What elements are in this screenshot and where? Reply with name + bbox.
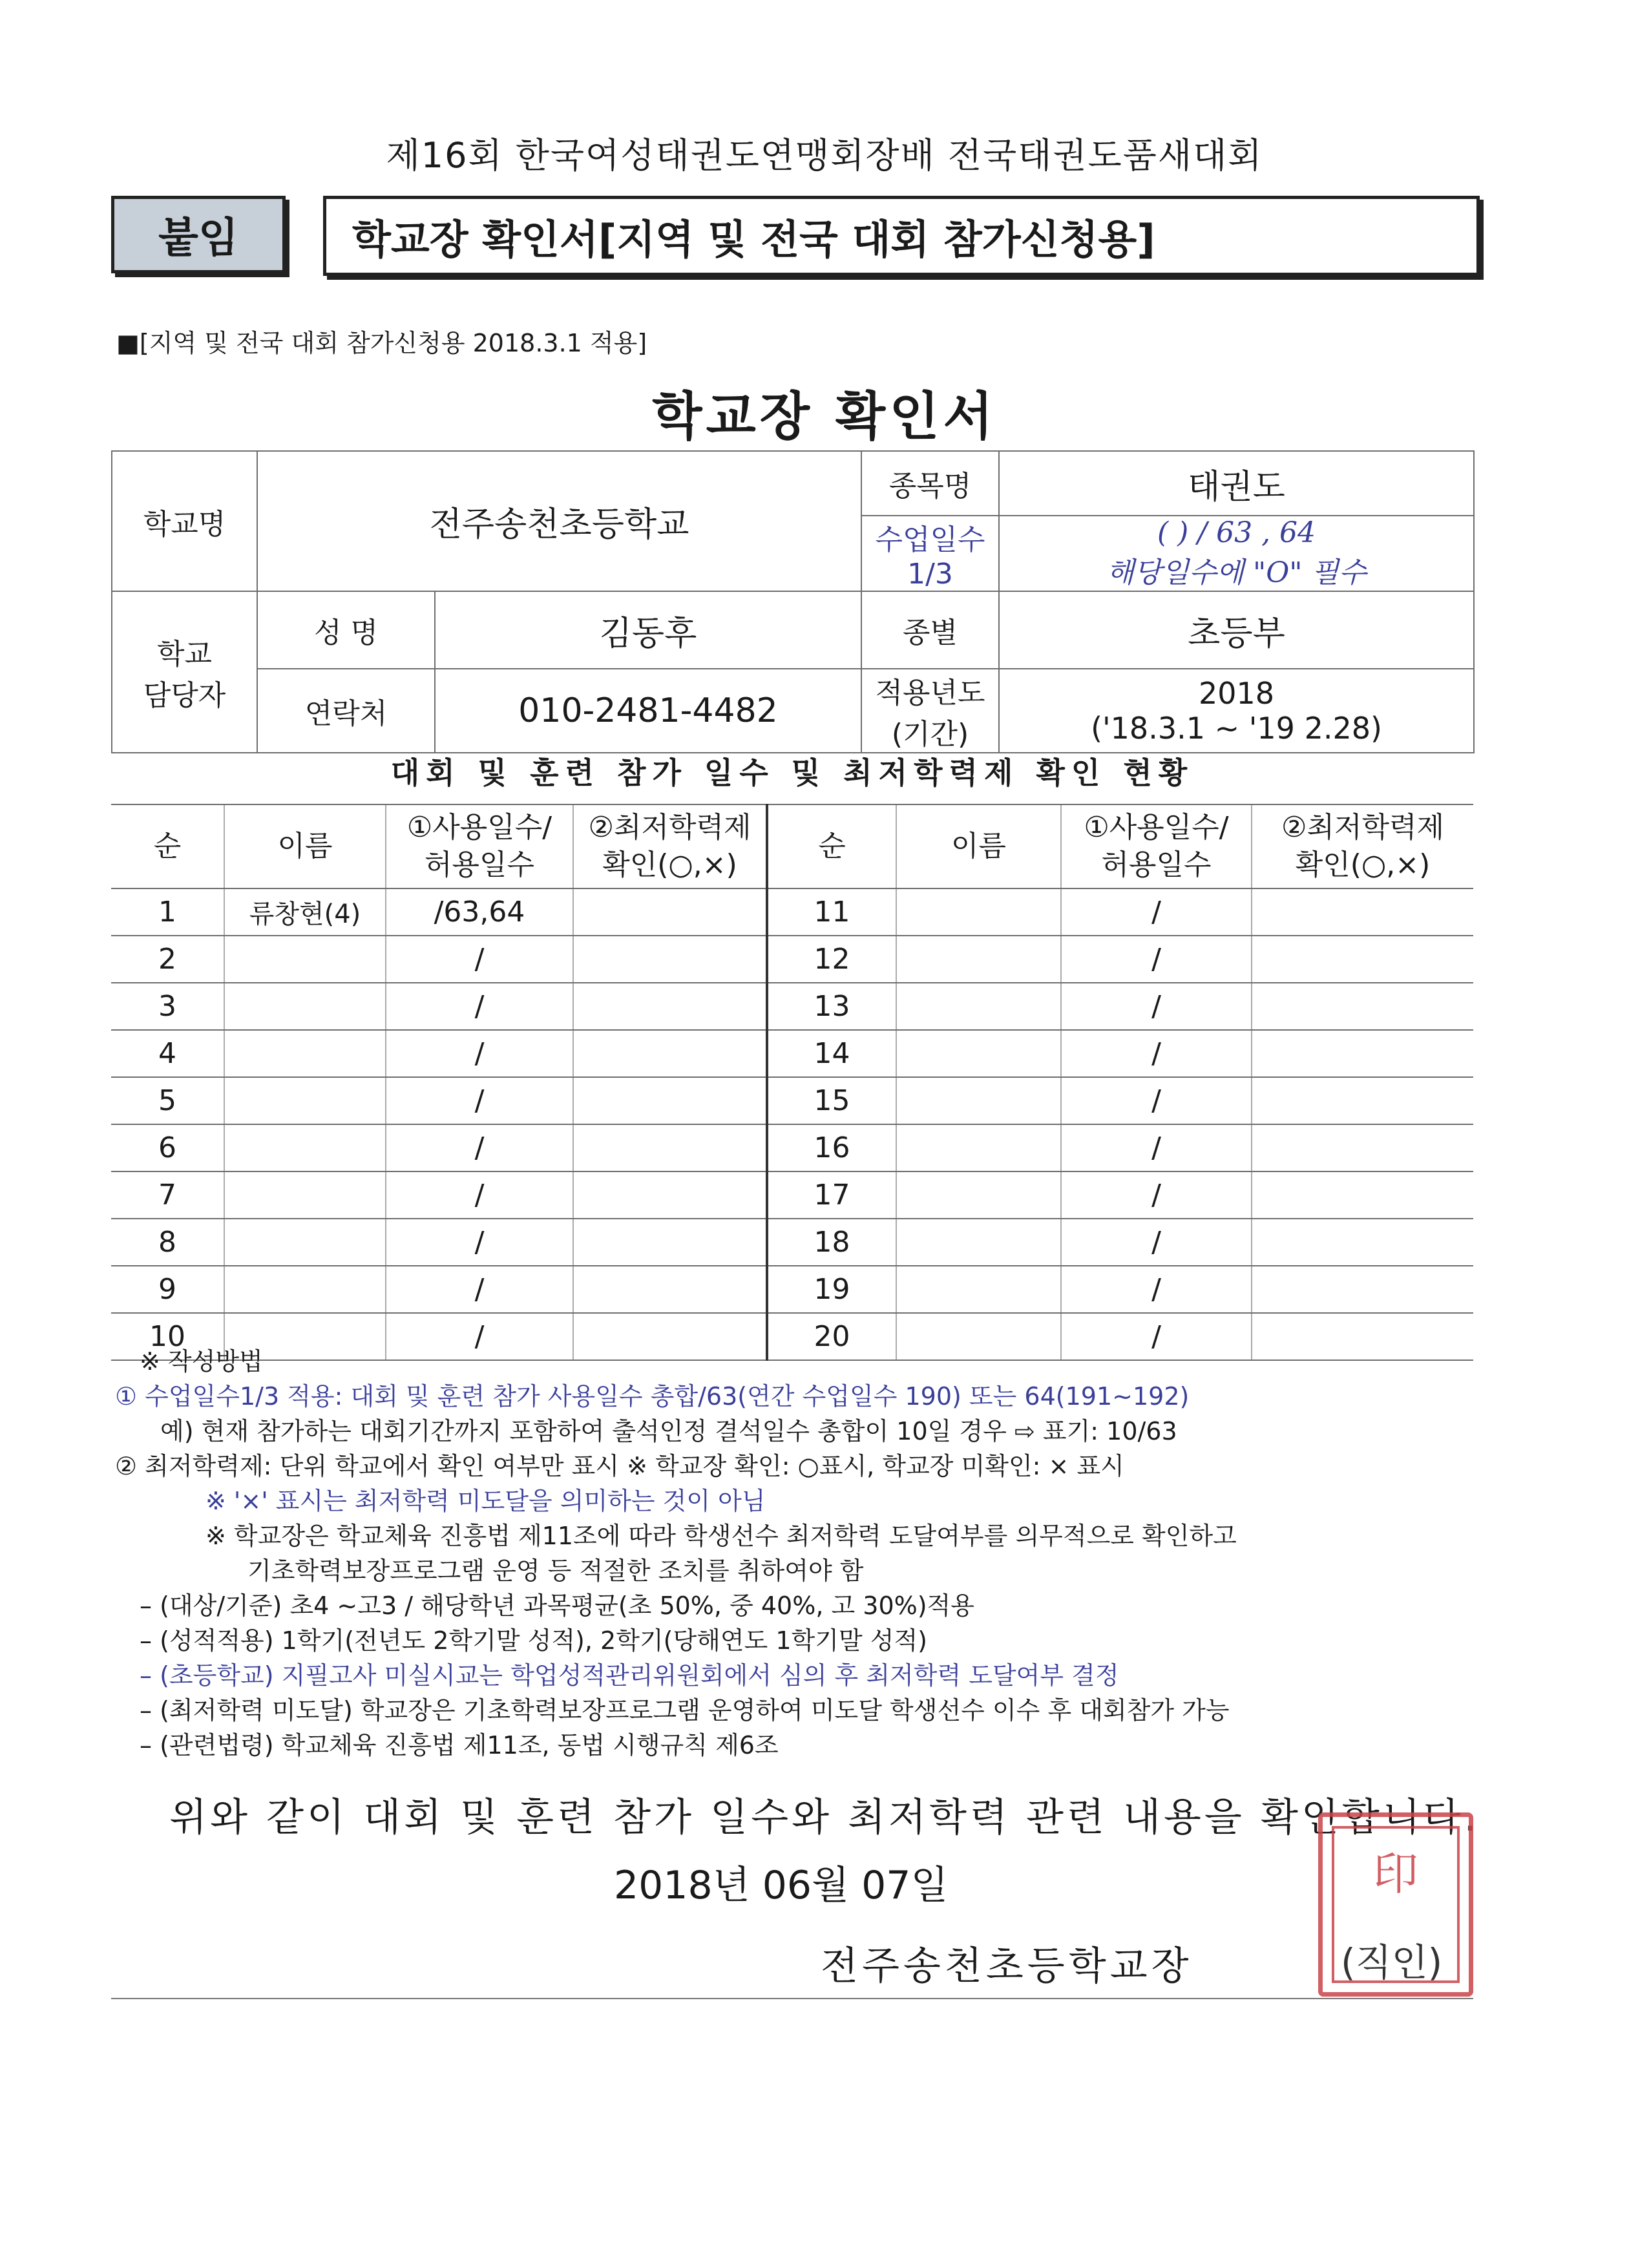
- seal-glyph-icon: 印: [1373, 1847, 1418, 1900]
- row-no: 20: [767, 1313, 896, 1360]
- notes-heading: ※ 작성방법: [140, 1347, 263, 1376]
- category-label: 종별: [861, 591, 999, 669]
- col-check: [573, 804, 767, 888]
- row-no: 19: [767, 1266, 896, 1313]
- row-days: /: [1061, 983, 1252, 1030]
- col-days: [386, 804, 573, 888]
- row-no: 2: [111, 936, 224, 983]
- row-days: /: [386, 936, 573, 983]
- row-name: [896, 1266, 1061, 1313]
- row-days: /: [1061, 1077, 1252, 1124]
- row-check: [573, 1124, 767, 1171]
- row-name: [896, 1219, 1061, 1266]
- staff-name: 김동후: [435, 591, 861, 669]
- sport-label: 종목명: [861, 451, 999, 516]
- row-name: [224, 983, 386, 1030]
- row-name: [224, 1124, 386, 1171]
- row-check: [1252, 1171, 1473, 1219]
- row-name: [896, 1124, 1061, 1171]
- row-days: /: [386, 1313, 573, 1360]
- document-title: 학교장 확인서[지역 및 전국 대회 참가신청용]: [323, 196, 1480, 276]
- year: 2018: [1198, 676, 1275, 711]
- row-no: 1: [111, 888, 224, 936]
- sport-value: 태권도: [999, 451, 1474, 516]
- row-name: [224, 1030, 386, 1077]
- row-check: [1252, 1124, 1473, 1171]
- row-check: [1252, 1077, 1473, 1124]
- row-name: [896, 936, 1061, 983]
- row-check: [573, 1077, 767, 1124]
- applied-note: ■[지역 및 전국 대회 참가신청용 2018.3.1 적용]: [116, 329, 647, 357]
- row-no: 11: [767, 888, 896, 936]
- col-check-2: [1252, 804, 1473, 888]
- principal-signature: 전주송천초등학교장: [821, 1944, 1193, 1989]
- note-3: ※ '×' 표시는 최저학력 미도달을 의미하는 것이 아님: [205, 1487, 766, 1515]
- col-days-line1: ①사용일수/: [406, 811, 552, 844]
- row-days: /: [386, 1219, 573, 1266]
- row-name: [224, 936, 386, 983]
- staff-label-line1: 학교: [156, 638, 212, 671]
- table-row: [111, 936, 1473, 983]
- school-label: 학교명: [112, 451, 257, 591]
- col-name: 이름: [224, 804, 386, 888]
- row-days: /: [1061, 1313, 1252, 1360]
- detail-4: – (최저학력 미도달) 학교장은 기초학력보장프로그램 운영하여 미도달 학생선수 이수 후 대회참가 가능: [140, 1696, 1230, 1725]
- row-check: [573, 1266, 767, 1313]
- row-name: [896, 1030, 1061, 1077]
- status-title: 대회 및 훈련 참가 일수 및 최저학력제 확인 현황: [390, 755, 1194, 790]
- col-no-2: 순: [767, 804, 896, 888]
- row-no: 15: [767, 1077, 896, 1124]
- bottom-divider: [111, 1998, 1473, 1999]
- col-no: 순: [111, 804, 224, 888]
- period: ('18.3.1 ~ '19 2.28): [1091, 711, 1382, 746]
- class-days-label-line1: 수업일수: [875, 523, 985, 556]
- row-no: 16: [767, 1124, 896, 1171]
- row-days: /: [386, 1171, 573, 1219]
- row-check: [573, 1171, 767, 1219]
- contact-value: 010-2481-4482: [435, 669, 861, 753]
- year-label-line1: 적용년도: [875, 677, 985, 709]
- table-row: [111, 1266, 1473, 1313]
- issue-date: 2018년 06월 07일: [614, 1863, 949, 1908]
- row-check: [1252, 1219, 1473, 1266]
- row-days: /: [386, 1077, 573, 1124]
- event-title: 제16회 한국여성태권도연맹회장배 전국태권도품새대회: [386, 135, 1263, 176]
- row-days: /63,64: [386, 888, 573, 936]
- row-days: /: [1061, 1124, 1252, 1171]
- contact-label: 연락처: [257, 669, 435, 753]
- row-days: /: [1061, 1171, 1252, 1219]
- row-name: [224, 1219, 386, 1266]
- row-no: 6: [111, 1124, 224, 1171]
- row-no: 13: [767, 983, 896, 1030]
- row-days: /: [386, 1030, 573, 1077]
- row-check: [573, 888, 767, 936]
- row-no: 8: [111, 1219, 224, 1266]
- class-days-label: [861, 516, 999, 591]
- school-name: 전주송천초등학교: [257, 451, 861, 591]
- table-row: [111, 888, 1473, 936]
- note-4a: ※ 학교장은 학교체육 진흥법 제11조에 따라 학생선수 최저학력 도달여부를 의무적으로 확인하고: [205, 1522, 1237, 1550]
- row-name: [224, 1171, 386, 1219]
- col-check-line1: ②최저학력제: [588, 811, 751, 844]
- confirmation-statement: 위와 같이 대회 및 훈련 참가 일수와 최저학력 관련 내용을 확인합니다.: [169, 1795, 1480, 1840]
- row-name: [896, 888, 1061, 936]
- detail-3: – (초등학교) 지필고사 미실시교는 학업성적관리위원회에서 심의 후 최저학력 도달여부 결정: [140, 1661, 1119, 1690]
- row-no: 14: [767, 1030, 896, 1077]
- col-days-2-line2: 허용일수: [1101, 848, 1212, 881]
- class-days-label-line2: 1/3: [907, 558, 953, 591]
- table-row: [111, 983, 1473, 1030]
- row-name: [896, 1171, 1061, 1219]
- row-days: /: [1061, 888, 1252, 936]
- row-days: /: [386, 1266, 573, 1313]
- row-check: [1252, 983, 1473, 1030]
- row-days: /: [1061, 1030, 1252, 1077]
- participation-table: [111, 804, 1473, 1361]
- row-check: [1252, 888, 1473, 936]
- main-title: 학교장 확인서: [652, 386, 997, 446]
- year-value: [999, 669, 1474, 753]
- row-name: 류창현(4): [224, 888, 386, 936]
- row-no: 18: [767, 1219, 896, 1266]
- detail-5: – (관련법령) 학교체육 진흥법 제11조, 동법 시행규칙 제6조: [140, 1731, 779, 1759]
- table-header-row: [111, 804, 1473, 888]
- seal-label: (직인): [1341, 1940, 1443, 1984]
- row-no: 17: [767, 1171, 896, 1219]
- row-name: [896, 1077, 1061, 1124]
- class-days-selection: ( ) / 63 , 64: [1157, 516, 1316, 549]
- table-row: [111, 1171, 1473, 1219]
- row-no: 7: [111, 1171, 224, 1219]
- table-row: [111, 1219, 1473, 1266]
- col-days-2: [1061, 804, 1252, 888]
- row-check: [573, 983, 767, 1030]
- name-label: 성 명: [257, 591, 435, 669]
- row-check: [573, 936, 767, 983]
- class-days-note: 해당일수에 "O" 필수: [1106, 556, 1367, 589]
- row-check: [573, 1030, 767, 1077]
- row-check: [573, 1219, 767, 1266]
- row-name: [224, 1266, 386, 1313]
- col-days-2-line1: ①사용일수/: [1084, 811, 1229, 844]
- row-days: /: [1061, 1219, 1252, 1266]
- row-name: [224, 1077, 386, 1124]
- detail-2: – (성적적용) 1학기(전년도 2학기말 성적), 2학기(당해연도 1학기말 성적): [140, 1626, 927, 1655]
- row-no: 3: [111, 983, 224, 1030]
- row-no: 9: [111, 1266, 224, 1313]
- note-2: ② 최저학력제: 단위 학교에서 확인 여부만 표시 ※ 학교장 확인: ○표시, 학교장 미확인: × 표시: [115, 1452, 1124, 1480]
- table-row: [111, 1077, 1473, 1124]
- col-name-2: 이름: [896, 804, 1061, 888]
- school-info-table: [111, 450, 1475, 753]
- staff-label: [112, 591, 257, 753]
- row-check: [1252, 1030, 1473, 1077]
- row-no: 5: [111, 1077, 224, 1124]
- row-no: 4: [111, 1030, 224, 1077]
- detail-1: – (대상/기준) 초4 ~고3 / 해당학년 과목평균(초 50%, 중 40%, 고 30%)적용: [140, 1591, 974, 1620]
- row-check: [1252, 936, 1473, 983]
- note-1b: 예) 현재 참가하는 대회기간까지 포함하여 출석인정 결석일수 총합이 10일 경우 ⇨ 표기: 10/63: [160, 1417, 1177, 1445]
- year-label-line2: (기간): [891, 718, 969, 751]
- col-days-line2: 허용일수: [424, 848, 534, 881]
- attachment-label: 붙임: [111, 196, 286, 273]
- col-check-2-line2: 확인(○,×): [1295, 848, 1431, 881]
- row-no: 12: [767, 936, 896, 983]
- row-check: [1252, 1266, 1473, 1313]
- row-name: [896, 983, 1061, 1030]
- class-days-value: [999, 516, 1474, 591]
- category-value: 초등부: [999, 591, 1474, 669]
- col-check-2-line1: ②최저학력제: [1281, 811, 1444, 844]
- row-days: /: [386, 983, 573, 1030]
- writing-instructions: [115, 1344, 1485, 1763]
- row-days: /: [386, 1124, 573, 1171]
- row-no: 10: [111, 1313, 224, 1360]
- note-1a: ① 수업일수1/3 적용: 대회 및 훈련 참가 사용일수 총합/63(연간 수업일수 190) 또는 64(191~192): [115, 1382, 1190, 1411]
- staff-label-line2: 담당자: [143, 679, 226, 712]
- table-row: [111, 1030, 1473, 1077]
- table-row: [111, 1124, 1473, 1171]
- row-days: /: [1061, 1266, 1252, 1313]
- note-4b: 기초학력보장프로그램 운영 등 적절한 조치를 취하여야 함: [247, 1557, 864, 1585]
- col-check-line2: 확인(○,×): [602, 848, 737, 881]
- row-days: /: [1061, 936, 1252, 983]
- year-label: [861, 669, 999, 753]
